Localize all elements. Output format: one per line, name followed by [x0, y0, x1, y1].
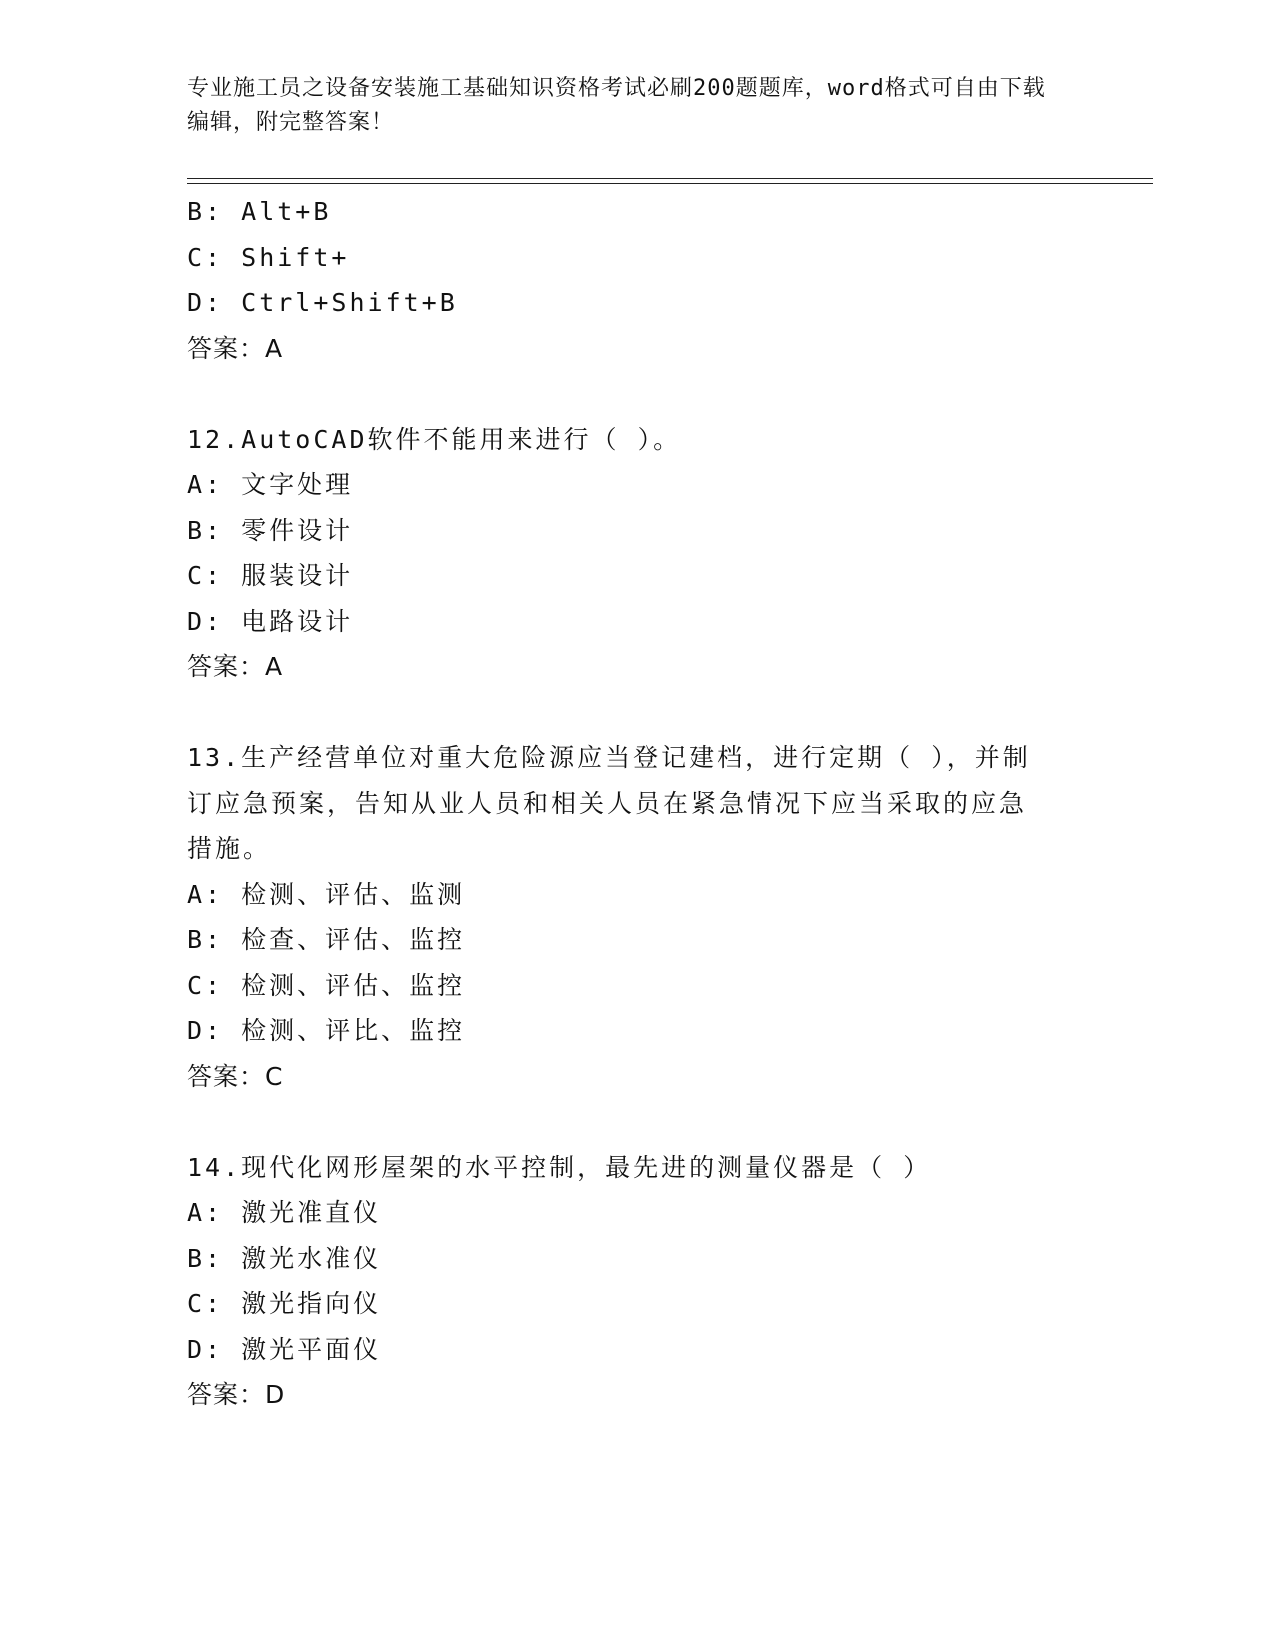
- option-b: B: Alt+B: [187, 197, 332, 226]
- header-rule-top: [187, 178, 1153, 179]
- header-title: 专业施工员之设备安装施工基础知识资格考试必刷200题题库，word格式可自由下载编辑，附完整答案！: [187, 76, 1046, 135]
- question-13: [187, 735, 1087, 1099]
- option-c: C: 服装设计: [187, 561, 354, 590]
- option-c: C: 检测、评估、监控: [187, 970, 466, 1000]
- answer: 答案：D: [187, 1380, 286, 1409]
- option-d: D: Ctrl+Shift+B: [187, 288, 458, 317]
- header-rule-bottom: [187, 183, 1153, 184]
- answer: 答案：A: [187, 333, 284, 363]
- question-list: [187, 189, 1087, 1418]
- option-c: C: Shift+: [187, 242, 350, 272]
- option-d: D: 激光平面仪: [187, 1334, 382, 1364]
- option-d: D: 检测、评比、监控: [187, 1016, 466, 1045]
- option-b: B: 零件设计: [187, 515, 354, 545]
- option-c: C: 激光指向仪: [187, 1289, 382, 1318]
- option-a: A: 检测、评估、监测: [187, 879, 466, 909]
- question-stem-line-3: 措施。: [187, 834, 272, 863]
- option-a: A: 文字处理: [187, 470, 354, 499]
- answer: 答案：C: [187, 1061, 284, 1091]
- spacer: [187, 690, 1087, 736]
- question-stem-line-1: 13.生产经营单位对重大危险源应当登记建档，进行定期（ ），并制: [187, 743, 1031, 772]
- option-b: B: 激光水准仪: [187, 1243, 382, 1273]
- question-stem: 14.现代化网形屋架的水平控制，最先进的测量仪器是（ ）: [187, 1152, 932, 1182]
- question-12: [187, 417, 1087, 690]
- question-stem-line-2: 订应急预案，告知从业人员和相关人员在紧急情况下应当采取的应急: [187, 788, 1028, 818]
- option-a: A: 激光准直仪: [187, 1198, 382, 1227]
- option-b: B: 检查、评估、监控: [187, 925, 466, 954]
- question-stem: 12.AutoCAD软件不能用来进行（ ）。: [187, 424, 682, 454]
- question-14: [187, 1145, 1087, 1418]
- question-11-tail: [187, 189, 1087, 371]
- spacer: [187, 1099, 1087, 1145]
- document-header: [187, 72, 1067, 140]
- answer: 答案：A: [187, 652, 284, 681]
- spacer: [187, 371, 1087, 417]
- option-d: D: 电路设计: [187, 606, 354, 636]
